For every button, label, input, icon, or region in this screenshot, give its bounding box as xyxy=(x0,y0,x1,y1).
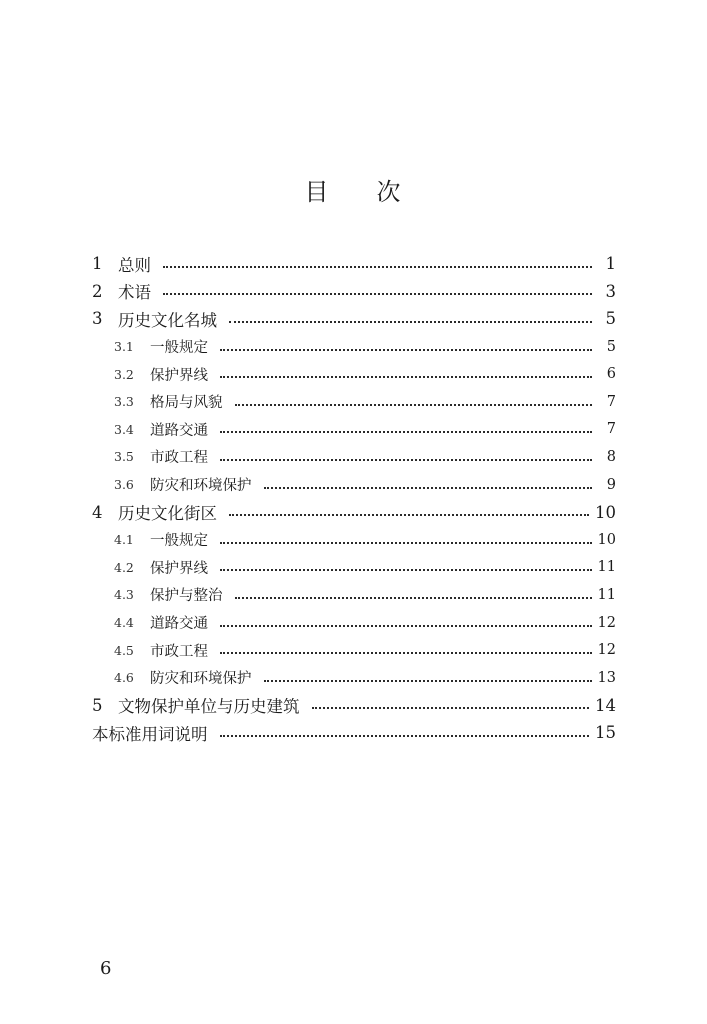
toc-entry-label: 市政工程 xyxy=(150,643,208,660)
toc-entry-page: 7 xyxy=(606,421,616,438)
toc-entry-number: 4.1 xyxy=(114,532,134,548)
toc-entry-label: 一般规定 xyxy=(150,533,208,550)
table-of-contents xyxy=(92,250,616,747)
toc-leader-dots xyxy=(220,625,592,627)
toc-entry-label: 术语 xyxy=(118,283,151,303)
toc-entry-label: 总则 xyxy=(118,255,151,275)
toc-entry-label: 防灾和环境保护 xyxy=(150,671,252,688)
toc-entry-number: 4.3 xyxy=(114,587,134,603)
toc-chapter-row[interactable] xyxy=(92,692,616,720)
toc-entry-label: 市政工程 xyxy=(150,450,208,467)
toc-entry-page: 10 xyxy=(597,531,616,548)
toc-entry-page: 11 xyxy=(597,559,616,576)
toc-leader-dots xyxy=(220,652,592,654)
toc-entry-label: 保护界线 xyxy=(150,367,208,384)
toc-leader-dots xyxy=(220,735,590,737)
toc-entry-page: 12 xyxy=(597,642,616,659)
toc-section-row[interactable] xyxy=(92,443,616,471)
toc-leader-dots xyxy=(163,266,592,268)
toc-entry-number: 4.6 xyxy=(114,670,134,686)
toc-entry-label: 防灾和环境保护 xyxy=(150,478,252,495)
toc-entry-number: 5 xyxy=(92,695,103,715)
toc-entry-page: 15 xyxy=(595,723,616,743)
toc-entry-page: 14 xyxy=(595,695,616,715)
toc-entry-number: 3.2 xyxy=(114,366,134,382)
toc-entry-page: 7 xyxy=(606,393,616,410)
toc-leader-dots xyxy=(220,542,592,544)
toc-leader-dots xyxy=(220,376,592,378)
page-title xyxy=(0,172,707,207)
toc-entry-label: 保护与整治 xyxy=(150,588,223,605)
toc-entry-page: 10 xyxy=(595,502,616,522)
toc-entry-label: 道路交通 xyxy=(150,616,208,633)
toc-entry-label: 一般规定 xyxy=(150,340,208,357)
toc-entry-number: 3.6 xyxy=(114,477,134,493)
toc-entry-number: 3.5 xyxy=(114,449,134,465)
toc-leader-dots xyxy=(235,404,593,406)
toc-leader-dots xyxy=(229,321,592,323)
toc-leader-dots xyxy=(163,293,592,295)
toc-leader-dots xyxy=(220,431,592,433)
toc-section-row[interactable] xyxy=(92,554,616,582)
toc-entry-page: 3 xyxy=(605,281,616,301)
toc-section-row[interactable] xyxy=(92,664,616,692)
toc-entry-page: 11 xyxy=(597,586,616,603)
toc-entry-page: 12 xyxy=(597,614,616,631)
toc-chapter-row[interactable] xyxy=(92,498,616,526)
toc-entry-page: 5 xyxy=(605,309,616,329)
toc-entry-page: 8 xyxy=(606,448,616,465)
page-number: 6 xyxy=(100,958,112,979)
toc-section-row[interactable] xyxy=(92,471,616,499)
toc-entry-number: 3.1 xyxy=(114,339,134,355)
toc-section-row[interactable] xyxy=(92,333,616,361)
toc-entry-number: 3.3 xyxy=(114,394,134,410)
toc-entry-page: 5 xyxy=(606,338,616,355)
toc-leader-dots xyxy=(220,349,592,351)
toc-section-row[interactable] xyxy=(92,581,616,609)
toc-leader-dots xyxy=(220,569,592,571)
toc-entry-label: 格局与风貌 xyxy=(150,395,223,412)
toc-entry-label: 本标准用词说明 xyxy=(92,724,208,744)
toc-chapter-row[interactable] xyxy=(92,305,616,333)
toc-chapter-row[interactable] xyxy=(92,278,616,306)
toc-entry-label: 历史文化街区 xyxy=(118,504,217,524)
toc-entry-number: 2 xyxy=(92,281,103,301)
toc-section-row[interactable] xyxy=(92,609,616,637)
toc-entry-number: 3.4 xyxy=(114,421,134,437)
toc-entry-number: 4.5 xyxy=(114,642,134,658)
toc-leader-dots xyxy=(312,707,590,709)
toc-entry-number: 1 xyxy=(92,254,103,274)
toc-entry-label: 文物保护单位与历史建筑 xyxy=(118,697,300,717)
toc-leader-dots xyxy=(264,680,592,682)
toc-entry-page: 9 xyxy=(606,476,616,493)
toc-entry-number: 4 xyxy=(92,502,103,522)
toc-leader-dots xyxy=(264,487,593,489)
toc-entry-label: 历史文化名城 xyxy=(118,310,217,330)
toc-entry-page: 1 xyxy=(605,254,616,274)
toc-entry-number: 4.2 xyxy=(114,559,134,575)
toc-leader-dots xyxy=(229,514,589,516)
toc-entry-page: 13 xyxy=(597,669,616,686)
toc-section-row[interactable] xyxy=(92,388,616,416)
title-char-1: 目 xyxy=(304,178,331,206)
toc-entry-label: 道路交通 xyxy=(150,422,208,439)
toc-section-row[interactable] xyxy=(92,526,616,554)
title-char-2: 次 xyxy=(376,178,403,206)
toc-entry-label: 保护界线 xyxy=(150,560,208,577)
toc-section-row[interactable] xyxy=(92,416,616,444)
toc-entry-number: 3 xyxy=(92,309,103,329)
toc-section-row[interactable] xyxy=(92,636,616,664)
toc-leader-dots xyxy=(235,597,592,599)
toc-leader-dots xyxy=(220,459,592,461)
toc-entry-page: 6 xyxy=(606,366,616,383)
toc-section-row[interactable] xyxy=(92,360,616,388)
toc-entry-number: 4.4 xyxy=(114,615,134,631)
toc-chapter-row[interactable] xyxy=(92,250,616,278)
toc-chapter-row[interactable] xyxy=(92,719,616,747)
